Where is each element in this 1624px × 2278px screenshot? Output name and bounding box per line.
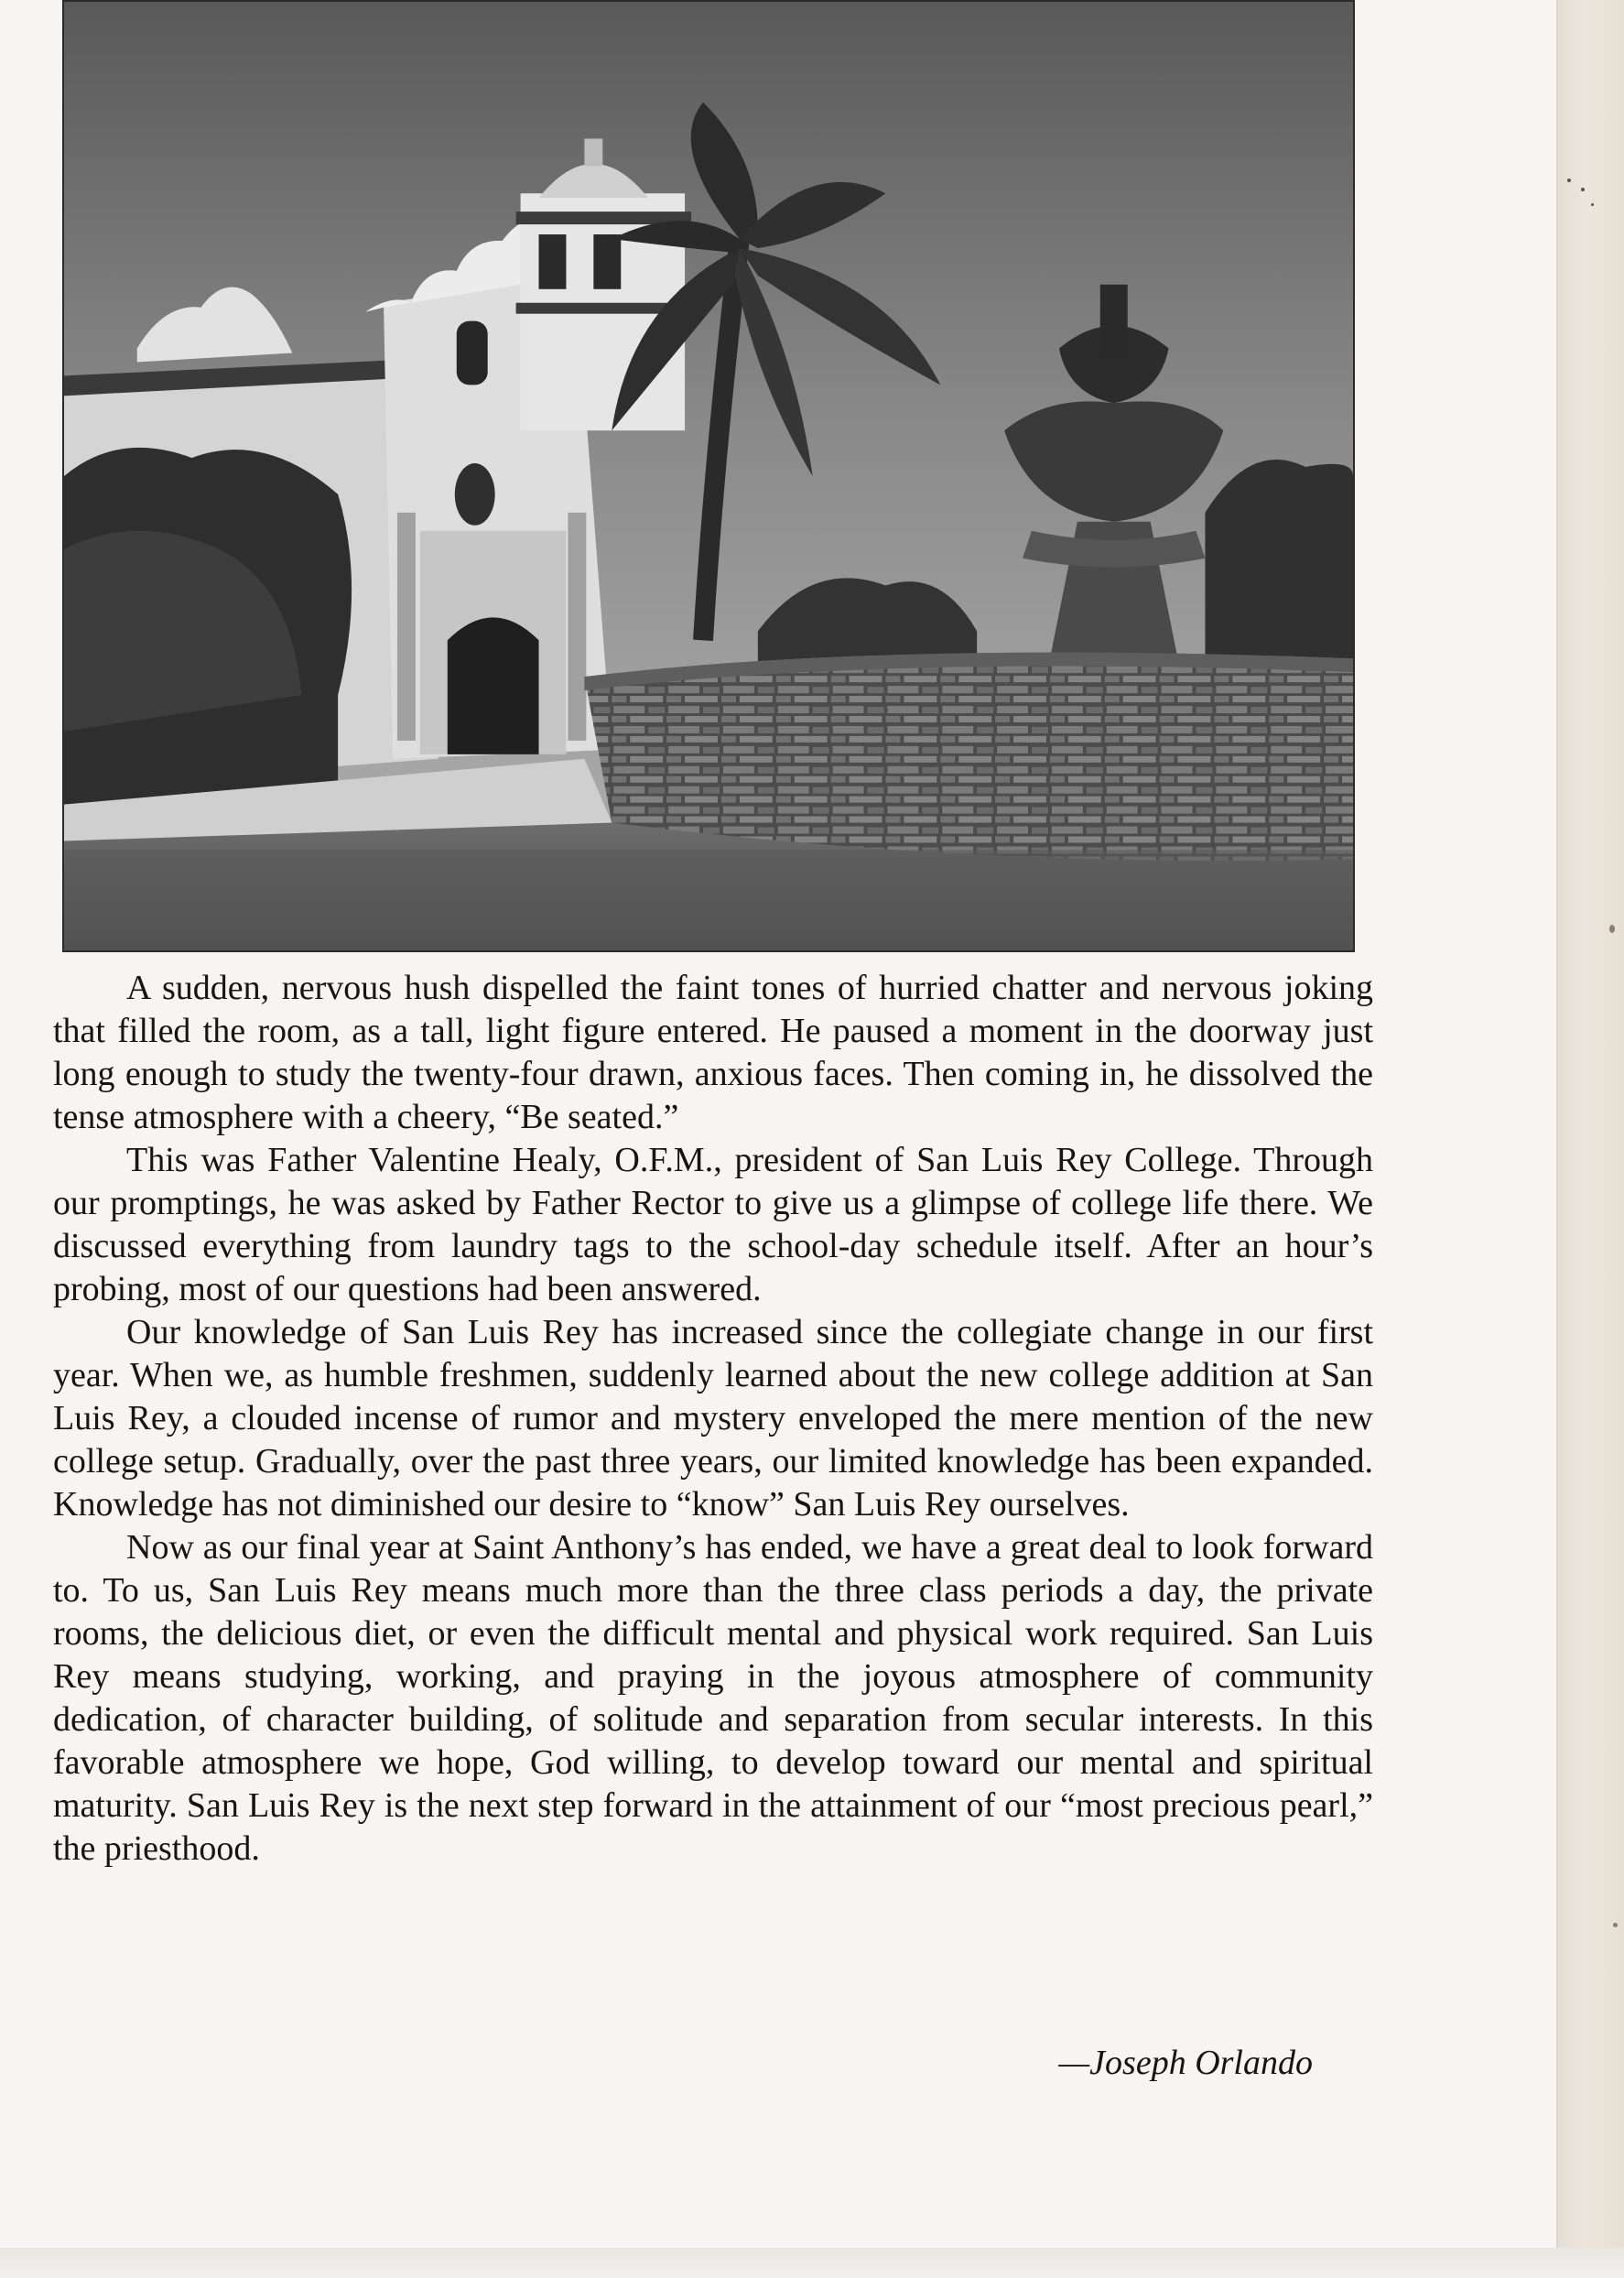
photo-illustration <box>64 2 1353 950</box>
scan-speck <box>1567 179 1571 182</box>
scan-bottom-band <box>0 2248 1624 2278</box>
scan-speck <box>1609 925 1615 933</box>
scan-speck <box>1613 1923 1618 1927</box>
article-paragraph: Now as our final year at Saint Anthony’s has ended, we have a great deal to look forward to. To us, San Luis Rey means much more than the three class periods a day, the private rooms, the delicious diet, or even the difficult mental and physical work required. San Luis Rey means studying, working, and praying in the joyous atmosphere of community dedication, of character building, of solitude and separation from secular interests. In this favorable atmosphere we hope, God willing, to develop toward our mental and spiritual maturity. San Luis Rey is the next step forward in the attainment of our “most precious pearl,” the priesthood. <box>53 1528 1373 1868</box>
article-paragraph: This was Father Valentine Healy, O.F.M., president of San Luis Rey College. Through our promptings, he was asked by Father Rector to give us a glimpse of college life there. We discussed everything from laundry tags to the school-day schedule itself. After an hour’s probing, most of our questions had been answered. <box>53 1141 1373 1308</box>
scan-speck <box>1591 203 1594 206</box>
article-paragraph: A sudden, nervous hush dispelled the faint tones of hurried chatter and nervous joking that filled the room, as a tall, light figure entered. He paused a moment in the doorway just long enough to study the twenty-four drawn, anxious faces. Then coming in, he dissolved the tense atmosphere with a cheery, “Be seated.” <box>53 969 1373 1136</box>
article-paragraph: Our knowledge of San Luis Rey has increased since the collegiate change in our first year. When we, as humble freshmen, suddenly learned about the new college addition at San Luis Rey, a clouded incense of rumor and mystery enveloped the mere mention of the new college setup. Gradually, over the past three years, our limited knowledge has been expanded. Knowledge has not diminished our desire to “know” San Luis Rey ourselves. <box>53 1313 1373 1524</box>
author-signature: —Joseph Orlando <box>1058 2044 1313 2082</box>
article-body <box>53 967 1373 1871</box>
mission-church-photo <box>62 0 1355 952</box>
scan-speck <box>1581 188 1585 191</box>
page-edge <box>1558 0 1624 2278</box>
